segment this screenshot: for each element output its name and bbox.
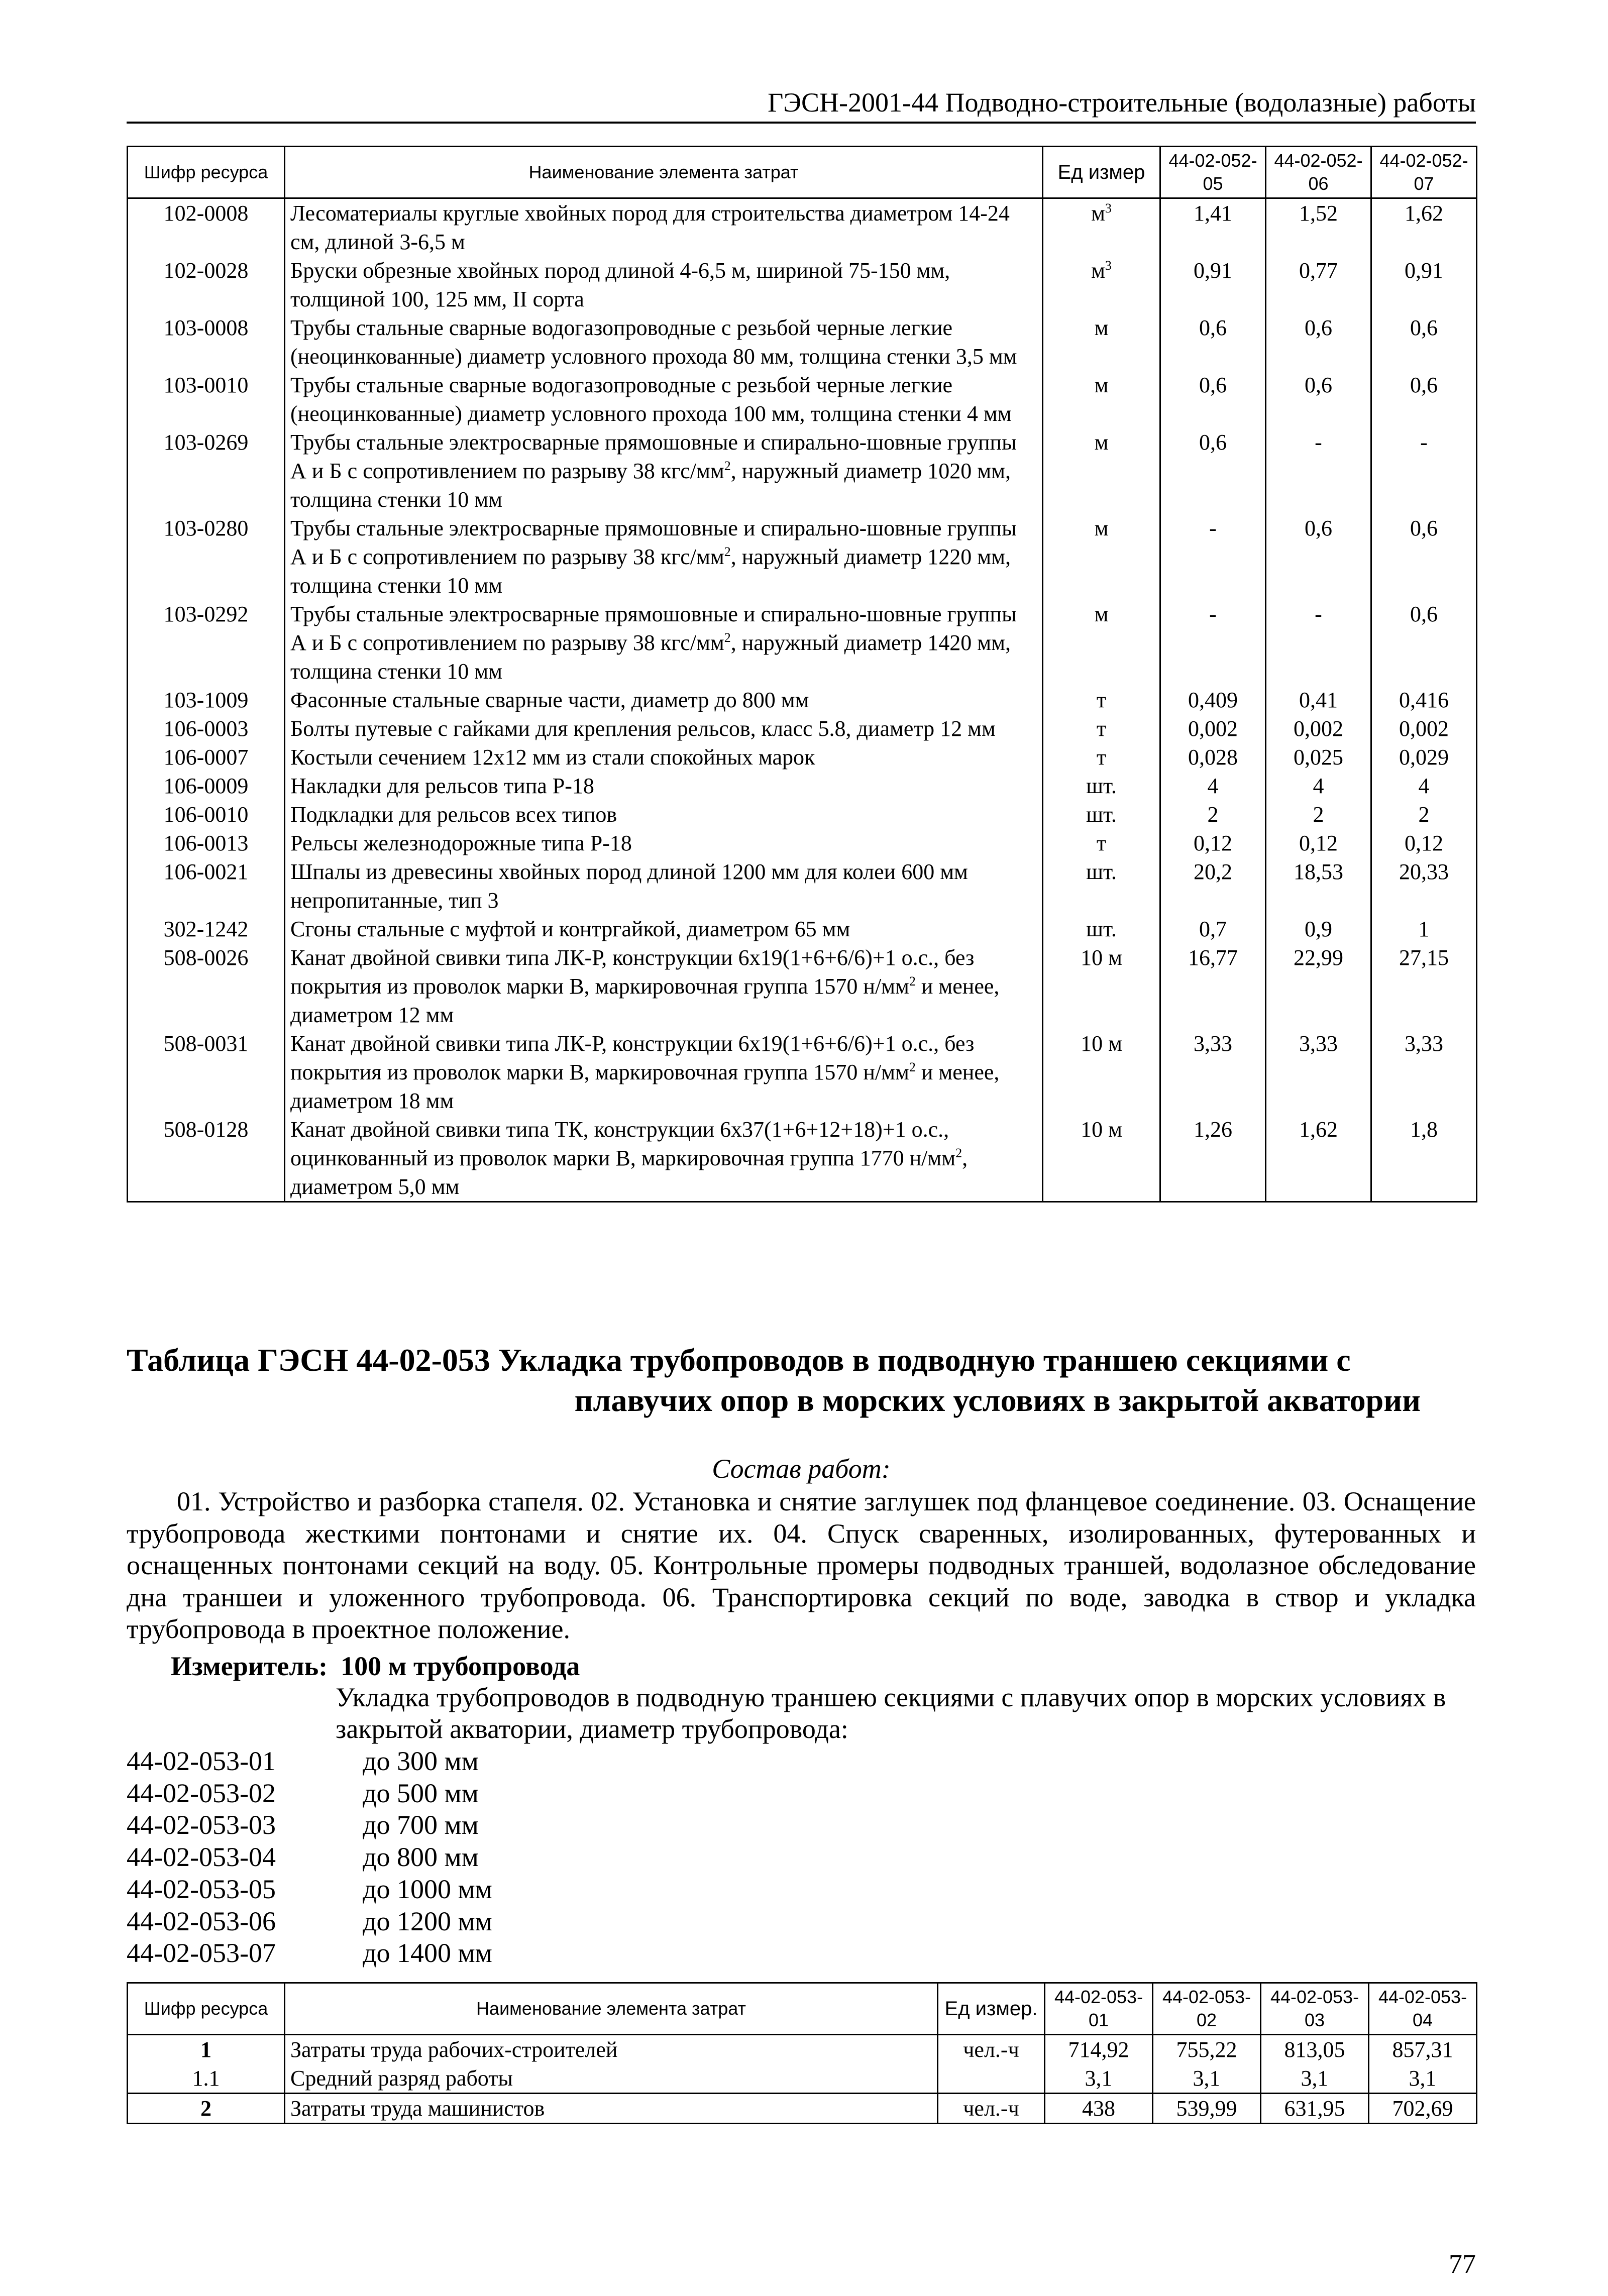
- superscript: 3: [1105, 201, 1112, 215]
- unit-text: м: [1094, 373, 1109, 397]
- cell-value: 16,77: [1160, 943, 1266, 1029]
- cell-code: 103-0269: [128, 428, 285, 514]
- section-title: [127, 1340, 1476, 1420]
- cell-value: 1,52: [1266, 198, 1371, 257]
- superscript: 2: [724, 630, 731, 645]
- col-header-053-03: 44-02-053-03: [1261, 1983, 1369, 2035]
- cell-name: Рельсы железнодорожные типа Р-18: [285, 829, 1043, 857]
- cell-value: 0,77: [1266, 256, 1371, 313]
- col-header-unit: Ед измер: [1043, 147, 1160, 198]
- cell-value: 3,1: [1045, 2064, 1153, 2094]
- unit-text: т: [1096, 745, 1107, 770]
- col-header-unit: Ед измер.: [938, 1983, 1045, 2035]
- unit-text: шт.: [1086, 802, 1117, 827]
- cell-unit: чел.-ч: [938, 2035, 1045, 2064]
- cell-name: Шпалы из древесины хвойных пород длиной 1200 мм для колеи 600 мм непропитанные, тип 3: [285, 857, 1043, 915]
- cell-unit: чел.-ч: [938, 2094, 1045, 2124]
- cell-value: 2: [1160, 800, 1266, 829]
- item-code: 44-02-053-07: [127, 1938, 276, 1969]
- cell-code: 106-0003: [128, 714, 285, 743]
- table-row: [128, 743, 1477, 772]
- unit-text: 10 м: [1081, 1117, 1122, 1142]
- list-item: [127, 1809, 729, 1841]
- cell-value: 857,31: [1369, 2035, 1477, 2064]
- col-header-052-05: 44-02-052-05: [1160, 147, 1266, 198]
- cell-unit: [1043, 371, 1160, 428]
- section-title-line2: плавучих опор в морских условиях в закрытой акватории: [574, 1382, 1421, 1418]
- col-header-053-04: 44-02-053-04: [1369, 1983, 1477, 2035]
- cell-code: 508-0026: [128, 943, 285, 1029]
- item-text: до 500 мм: [363, 1778, 479, 1808]
- cell-unit: [1043, 714, 1160, 743]
- table-row: [128, 514, 1477, 600]
- cell-value: 3,33: [1266, 1029, 1371, 1115]
- cell-name-text: и менее, диаметром 12 мм: [290, 974, 1000, 1027]
- cell-name: Сгоны стальные с муфтой и контргайкой, диаметром 65 мм: [285, 915, 1043, 943]
- cell-value: 0,6: [1371, 371, 1477, 428]
- cell-value: 1,26: [1160, 1115, 1266, 1202]
- table-row: [128, 686, 1477, 714]
- cell-value: 1,62: [1371, 198, 1477, 257]
- cell-code: 508-0128: [128, 1115, 285, 1202]
- cell-value: -: [1266, 600, 1371, 686]
- cell-value: 1: [1371, 915, 1477, 943]
- cell-value: 539,99: [1153, 2094, 1261, 2124]
- cell-name: Бруски обрезные хвойных пород длиной 4-6,5 м, шириной 75-150 мм, толщиной 100, 125 мм, II сорта: [285, 256, 1043, 313]
- unit-text: т: [1096, 688, 1107, 712]
- item-code: 44-02-053-06: [127, 1906, 276, 1936]
- cell-code: 1: [128, 2035, 285, 2064]
- cell-name: Лесоматериалы круглые хвойных пород для строительства диаметром 14-24 см, длиной 3-6,5 м: [285, 198, 1043, 257]
- unit-text: м: [1094, 602, 1109, 626]
- cell-value: 1,62: [1266, 1115, 1371, 1202]
- item-text: до 300 мм: [363, 1746, 479, 1776]
- cell-value: 0,6: [1266, 371, 1371, 428]
- unit-text: м: [1094, 516, 1109, 540]
- unit-text: м: [1091, 258, 1105, 283]
- table-row: [128, 857, 1477, 915]
- cell-name-text: и менее, диаметром 18 мм: [290, 1060, 1000, 1113]
- cell-value: 0,7: [1160, 915, 1266, 943]
- cell-value: 0,6: [1266, 313, 1371, 371]
- cell-value: 0,002: [1266, 714, 1371, 743]
- item-code: 44-02-053-02: [127, 1778, 276, 1808]
- cell-name-text: , наружный диаметр 1020 мм, толщина стенки 10 мм: [290, 459, 1011, 512]
- cell-unit: [1043, 256, 1160, 313]
- cell-name: Подкладки для рельсов всех типов: [285, 800, 1043, 829]
- item-text: до 1200 мм: [363, 1906, 492, 1936]
- cell-value: 0,029: [1371, 743, 1477, 772]
- unit-text: м: [1094, 430, 1109, 455]
- cell-unit: [1043, 829, 1160, 857]
- cell-value: 0,002: [1371, 714, 1477, 743]
- cell-name: Трубы стальные сварные водогазопроводные с резьбой черные легкие (неоцинкованные) диаметр условного прохода 80 мм, толщина стенки 3,5 мм: [285, 313, 1043, 371]
- cell-unit: [1043, 800, 1160, 829]
- cell-name-text: , диаметром 5,0 мм: [290, 1146, 968, 1199]
- cell-value: 0,6: [1160, 313, 1266, 371]
- measure-line: [171, 1650, 580, 1682]
- col-header-052-06: 44-02-052-06: [1266, 147, 1371, 198]
- cell-value: 3,1: [1369, 2064, 1477, 2094]
- cell-unit: [1043, 857, 1160, 915]
- cell-unit: [1043, 943, 1160, 1029]
- superscript: 3: [1105, 258, 1112, 273]
- cell-name: Средний разряд работы: [285, 2064, 938, 2094]
- list-item: [127, 1874, 729, 1906]
- cell-unit: [1043, 600, 1160, 686]
- superscript: 2: [724, 459, 731, 473]
- unit-text: 10 м: [1081, 945, 1122, 970]
- item-code: 44-02-053-04: [127, 1842, 276, 1873]
- table-row: [128, 800, 1477, 829]
- cell-name: Болты путевые с гайками для крепления рельсов, класс 5.8, диаметр 12 мм: [285, 714, 1043, 743]
- col-header-052-07: 44-02-052-07: [1371, 147, 1477, 198]
- diameter-list: [127, 1745, 729, 1970]
- table-row: [128, 2094, 1477, 2124]
- col-header-name: Наименование элемента затрат: [285, 147, 1043, 198]
- resource-table-052: [127, 146, 1477, 1202]
- cell-name: Затраты труда машинистов: [285, 2094, 938, 2124]
- cell-unit: [1043, 1029, 1160, 1115]
- cell-value: 0,41: [1266, 686, 1371, 714]
- table-row: [128, 943, 1477, 1029]
- cell-code: 106-0013: [128, 829, 285, 857]
- col-header-code: Шифр ресурса: [128, 1983, 285, 2035]
- cell-value: 3,33: [1160, 1029, 1266, 1115]
- cell-name: [285, 1029, 1043, 1115]
- table-row: [128, 772, 1477, 800]
- table-row: [128, 428, 1477, 514]
- cell-value: 3,1: [1153, 2064, 1261, 2094]
- table-row: [128, 600, 1477, 686]
- cell-value: 4: [1266, 772, 1371, 800]
- cell-name: Затраты труда рабочих-строителей: [285, 2035, 938, 2064]
- page-number: 77: [1449, 2249, 1476, 2279]
- unit-text: т: [1096, 831, 1107, 855]
- cell-code: 106-0010: [128, 800, 285, 829]
- cell-code: 103-1009: [128, 686, 285, 714]
- cell-value: 0,6: [1371, 514, 1477, 600]
- cell-value: 20,2: [1160, 857, 1266, 915]
- item-text: до 1400 мм: [363, 1938, 492, 1969]
- cell-unit: [1043, 313, 1160, 371]
- cell-value: 0,6: [1371, 313, 1477, 371]
- cell-value: 0,91: [1160, 256, 1266, 313]
- cell-value: 27,15: [1371, 943, 1477, 1029]
- superscript: 2: [724, 544, 731, 559]
- superscript: 2: [909, 974, 916, 989]
- cell-code: 103-0008: [128, 313, 285, 371]
- cell-value: 0,6: [1160, 371, 1266, 428]
- cell-value: -: [1160, 514, 1266, 600]
- cell-code: 106-0009: [128, 772, 285, 800]
- cell-value: 4: [1371, 772, 1477, 800]
- cell-value: 1,8: [1371, 1115, 1477, 1202]
- table-row: [128, 2035, 1477, 2064]
- cell-name: [285, 943, 1043, 1029]
- cell-value: -: [1266, 428, 1371, 514]
- cell-name-text: , наружный диаметр 1420 мм, толщина стенки 10 мм: [290, 630, 1011, 684]
- resource-table-053: [127, 1982, 1477, 2124]
- cell-code: 103-0010: [128, 371, 285, 428]
- cell-value: 3,1: [1261, 2064, 1369, 2094]
- cell-value: 2: [1266, 800, 1371, 829]
- cell-unit: [938, 2064, 1045, 2094]
- cell-unit: [1043, 428, 1160, 514]
- table-row: [128, 2064, 1477, 2094]
- cell-code: 102-0028: [128, 256, 285, 313]
- cell-value: 0,028: [1160, 743, 1266, 772]
- cell-value: 0,409: [1160, 686, 1266, 714]
- cell-value: 0,12: [1266, 829, 1371, 857]
- list-item: [127, 1841, 729, 1874]
- table-body: [128, 2035, 1477, 2124]
- cell-name: Трубы стальные сварные водогазопроводные с резьбой черные легкие (неоцинкованные) диаметр условного прохода 100 мм, толщина стенки 4 мм: [285, 371, 1043, 428]
- col-header-053-02: 44-02-053-02: [1153, 1983, 1261, 2035]
- cell-value: 0,12: [1160, 829, 1266, 857]
- cell-value: 4: [1160, 772, 1266, 800]
- cell-code: 103-0292: [128, 600, 285, 686]
- cell-code: 1.1: [128, 2064, 285, 2094]
- cell-value: 702,69: [1369, 2094, 1477, 2124]
- cell-value: 813,05: [1261, 2035, 1369, 2064]
- cell-name-text: Трубы стальные электросварные прямошовные и спирально-шовные группы А и Б с сопротивлением по разрыву 38 кгс/мм: [290, 602, 1017, 655]
- cell-code: 106-0007: [128, 743, 285, 772]
- cell-value: 0,6: [1371, 600, 1477, 686]
- item-code: 44-02-053-05: [127, 1874, 276, 1904]
- cell-unit: [1043, 772, 1160, 800]
- cell-name-text: Трубы стальные электросварные прямошовные и спирально-шовные группы А и Б с сопротивлением по разрыву 38 кгс/мм: [290, 430, 1017, 483]
- cell-name-text: Канат двойной свивки типа ТК, конструкции 6х37(1+6+12+18)+1 о.с., оцинкованный из проволок марки В, маркировочная группа 1770 н/мм: [290, 1117, 956, 1170]
- cell-code: 302-1242: [128, 915, 285, 943]
- cell-value: 0,025: [1266, 743, 1371, 772]
- unit-text: м: [1091, 201, 1105, 226]
- cell-name: [285, 514, 1043, 600]
- list-item: [127, 1745, 729, 1778]
- col-header-053-01: 44-02-053-01: [1045, 1983, 1153, 2035]
- cell-value: 755,22: [1153, 2035, 1261, 2064]
- cell-unit: [1043, 198, 1160, 257]
- list-item: [127, 1906, 729, 1938]
- table-header-row: [128, 147, 1477, 198]
- cell-value: 18,53: [1266, 857, 1371, 915]
- cell-unit: [1043, 915, 1160, 943]
- item-text: до 1000 мм: [363, 1874, 492, 1904]
- cell-value: 0,91: [1371, 256, 1477, 313]
- cell-name: [285, 1115, 1043, 1202]
- table-row: [128, 714, 1477, 743]
- cell-value: 631,95: [1261, 2094, 1369, 2124]
- table-row: [128, 371, 1477, 428]
- item-code: 44-02-053-01: [127, 1746, 276, 1776]
- section-title-line1: Таблица ГЭСН 44-02-053 Укладка трубопроводов в подводную траншею секциями с: [127, 1342, 1351, 1378]
- cell-name-text: Канат двойной свивки типа ЛК-Р, конструкции 6х19(1+6+6/6)+1 о.с., без покрытия из проволок марки В, маркировочная группа 1570 н/мм: [290, 1031, 975, 1084]
- cell-unit: [1043, 1115, 1160, 1202]
- table-body: [128, 198, 1477, 1202]
- table-header-row: [128, 1983, 1477, 2035]
- col-header-name: Наименование элемента затрат: [285, 1983, 938, 2035]
- cell-code: 102-0008: [128, 198, 285, 257]
- cell-code: 508-0031: [128, 1029, 285, 1115]
- item-code: 44-02-053-03: [127, 1810, 276, 1840]
- unit-text: 10 м: [1081, 1031, 1122, 1056]
- unit-text: м: [1094, 315, 1109, 340]
- cell-unit: [1043, 686, 1160, 714]
- table-row: [128, 829, 1477, 857]
- measure-label: Измеритель:: [171, 1651, 328, 1681]
- unit-text: шт.: [1086, 917, 1117, 941]
- cell-value: -: [1160, 600, 1266, 686]
- composition-heading: Состав работ:: [712, 1454, 891, 1484]
- cell-name-text: Канат двойной свивки типа ЛК-Р, конструкции 6х19(1+6+6/6)+1 о.с., без покрытия из проволок марки В, маркировочная группа 1570 н/мм: [290, 945, 975, 999]
- cell-code: 2: [128, 2094, 285, 2124]
- cell-unit: [1043, 514, 1160, 600]
- cell-name: [285, 600, 1043, 686]
- unit-text: шт.: [1086, 859, 1117, 884]
- item-text: до 800 мм: [363, 1842, 479, 1873]
- cell-value: 0,12: [1371, 829, 1477, 857]
- superscript: 2: [909, 1060, 916, 1074]
- cell-value: -: [1371, 428, 1477, 514]
- cell-name-text: , наружный диаметр 1220 мм, толщина стенки 10 мм: [290, 544, 1011, 598]
- cell-code: 103-0280: [128, 514, 285, 600]
- cell-value: 438: [1045, 2094, 1153, 2124]
- col-header-code: Шифр ресурса: [128, 147, 285, 198]
- table-row: [128, 198, 1477, 257]
- table-row: [128, 1029, 1477, 1115]
- cell-value: 0,002: [1160, 714, 1266, 743]
- cell-value: 0,6: [1266, 514, 1371, 600]
- measure-value: 100 м трубопровода: [341, 1651, 580, 1681]
- unit-text: шт.: [1086, 774, 1117, 798]
- cell-unit: [1043, 743, 1160, 772]
- cell-value: 22,99: [1266, 943, 1371, 1029]
- list-item: [127, 1778, 729, 1810]
- table-row: [128, 313, 1477, 371]
- table-row: [128, 915, 1477, 943]
- cell-name: Фасонные стальные сварные части, диаметр до 800 мм: [285, 686, 1043, 714]
- table-row: [128, 1115, 1477, 1202]
- cell-value: 0,416: [1371, 686, 1477, 714]
- item-text: до 700 мм: [363, 1810, 479, 1840]
- cell-value: 0,9: [1266, 915, 1371, 943]
- diameter-intro: Укладка трубопроводов в подводную траншею секциями с плавучих опор в морских условиях в закрытой акватории, диаметр трубопровода:: [336, 1682, 1446, 1744]
- list-item: [127, 1937, 729, 1970]
- cell-value: 714,92: [1045, 2035, 1153, 2064]
- cell-value: 1,41: [1160, 198, 1266, 257]
- cell-value: 3,33: [1371, 1029, 1477, 1115]
- cell-value: 2: [1371, 800, 1477, 829]
- composition-text: 01. Устройство и разборка стапеля. 02. Установка и снятие заглушек под фланцевое соединение. 03. Оснащение трубопровода жесткими понтонами и снятие их. 04. Спуск сваренных, изолированных, футерованных и оснащенных понтонами секций на воду. 05. Контрольные промеры подводных траншей, водолазное обследование дна траншеи и уложенного трубопровода. 06. Транспортировка секций по воде, заводка в створ и укладка трубопровода в проектное положение.: [127, 1486, 1476, 1644]
- cell-code: 106-0021: [128, 857, 285, 915]
- cell-value: 0,6: [1160, 428, 1266, 514]
- cell-name-text: Трубы стальные электросварные прямошовные и спирально-шовные группы А и Б с сопротивлением по разрыву 38 кгс/мм: [290, 516, 1017, 569]
- superscript: 2: [955, 1146, 962, 1160]
- cell-name: Костыли сечением 12х12 мм из стали спокойных марок: [285, 743, 1043, 772]
- running-header: ГЭСН-2001-44 Подводно-строительные (водолазные) работы: [127, 86, 1476, 124]
- unit-text: т: [1096, 716, 1107, 741]
- cell-name: [285, 428, 1043, 514]
- table-row: [128, 256, 1477, 313]
- cell-value: 20,33: [1371, 857, 1477, 915]
- cell-name: Накладки для рельсов типа Р-18: [285, 772, 1043, 800]
